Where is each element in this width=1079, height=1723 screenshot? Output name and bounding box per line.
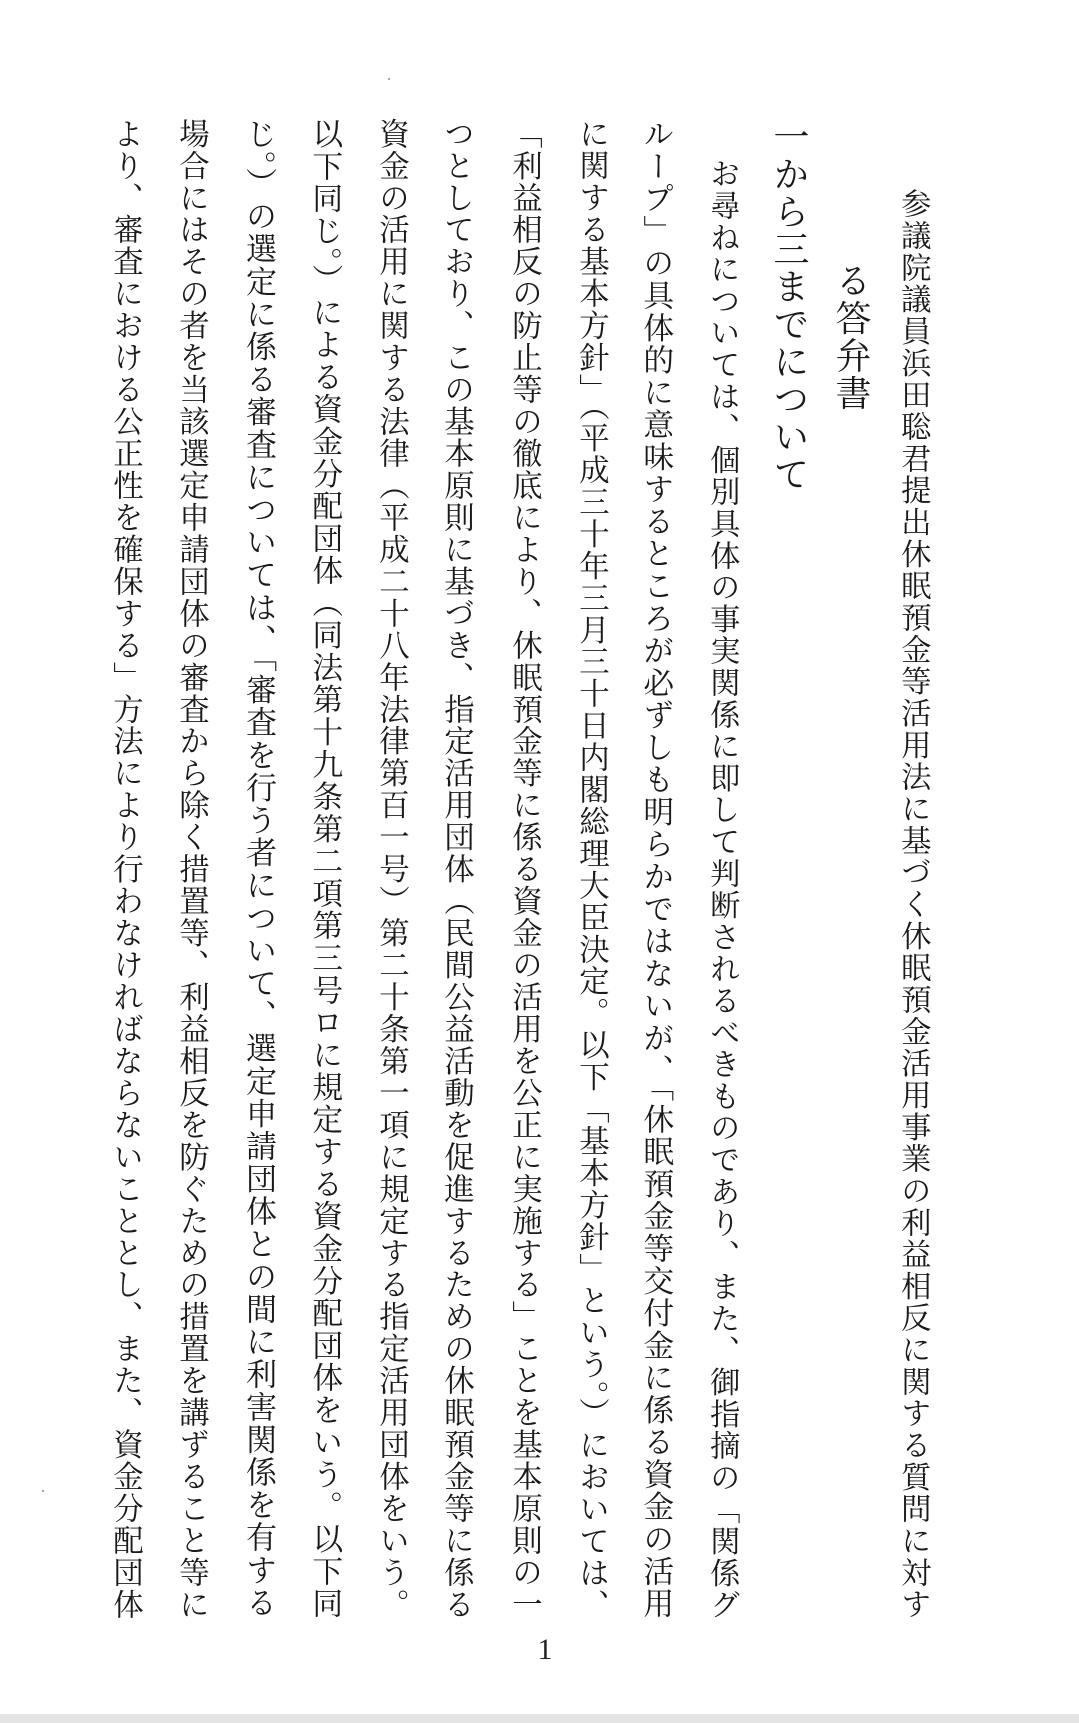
scan-speck [388,78,390,80]
body-line-1: お尋ねについては、個別具体の事実関係に即して判断されるべきものであり、また、御指摘の「関係グ [704,158,740,1621]
body-line-5: つとしており、この基本原則に基づき、指定活用団体（民間公益活動を促進するための休眠預金等に係る [438,118,474,1621]
body-line-8: じ。）の選定に係る審査については、「審査を行う者について、選定申請団体との間に利害関係を有する [240,118,277,1620]
body-line-10: より、審査における公正性を確保する」方法により行わなければならないこととし、また、資金分配団体 [107,118,143,1621]
page-bottom-edge [0,1714,1079,1723]
body-line-6: 資金の活用に関する法律（平成二十八年法律第百一号）第二十条第一項に規定する指定活用団体をいう。 [373,118,409,1621]
document-title-line-1: 参議院議員浜田聡君提出休眠預金等活用法に基づく休眠預金活用事業の利益相反に関する質問に対す [895,188,931,1621]
body-line-4: 「利益相反の防止等の徹底により、休眠預金等に係る資金の活用を公正に実施する」ことを基本原則の一 [506,118,542,1621]
body-line-7: 以下同じ。）による資金分配団体（同法第十九条第二項第三号ロに規定する資金分配団体をいう。以下同 [306,118,343,1620]
body-line-9: 場合にはその者を当該選定申請団体の審査から除く措置等、利益相反を防ぐための措置を講ずること等に [173,118,209,1621]
scan-speck [42,1490,44,1492]
section-heading: 一から三までについて [768,118,809,493]
body-line-3: に関する基本方針」（平成三十年三月三十日内閣総理大臣決定。以下「基本方針」という。）においては、 [573,118,609,1622]
document-title-line-2: る答弁書 [830,262,871,412]
page-number: 1 [537,1633,553,1666]
body-line-2: ループ」の具体的に意味するところが必ずしも明らかではないが、「休眠預金等交付金に係る資金の活用 [637,118,674,1620]
